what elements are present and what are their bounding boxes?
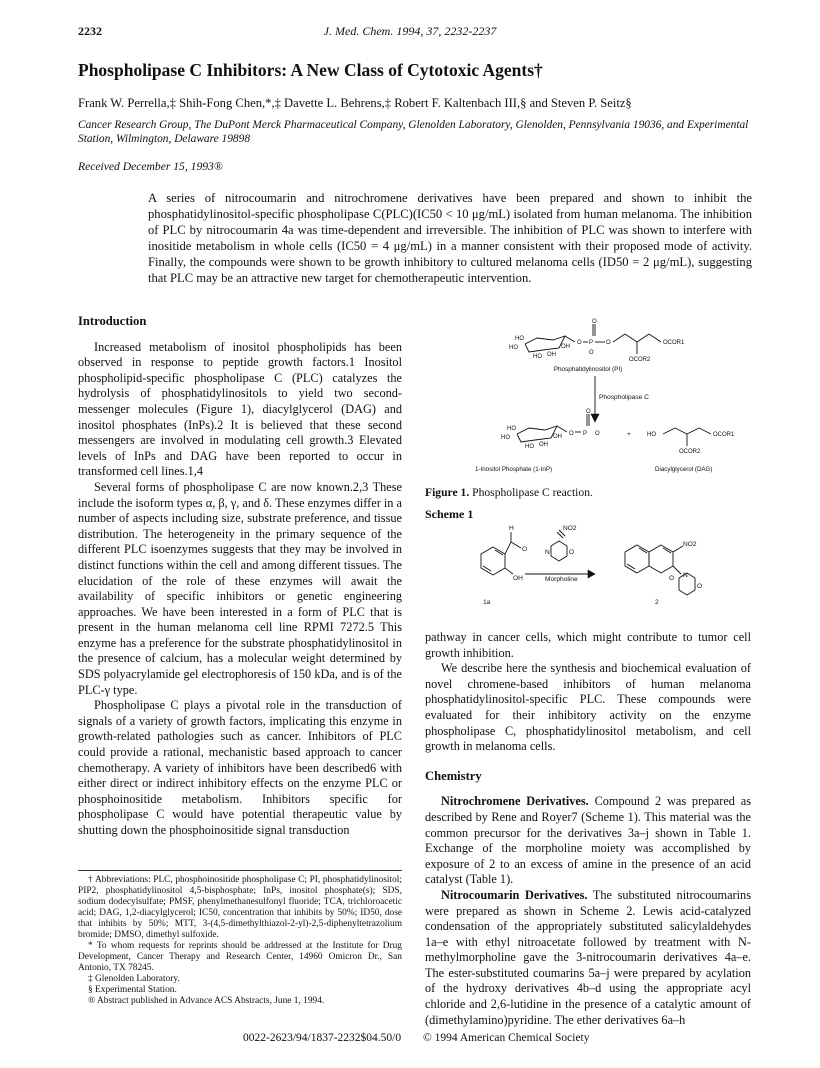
pi-ho-bottom: HO bbox=[533, 354, 542, 360]
inp-inositol-ring bbox=[517, 426, 557, 442]
scheme-1a-h: H bbox=[509, 525, 514, 532]
intro-paragraph-1: Increased metabolism of inositol phospholipids has been observed in response to peptide growth factors.1 Inositol phospholipid-specific phospholipase C (PLC) catalyzes the hydrolysis of phosphatidylinositols to yield two second-messenger molecules (Figure 1), diacylglycerol (DAG) and inositol phosphates (InPs).2 It is believed that these second messengers are involved in modulating cell growth.3 Elevated levels of InPs and DAG have been reported to occur in transformed cell lines.1,4 bbox=[78, 339, 402, 479]
author-list: Frank W. Perrella,‡ Shih-Fong Chen,*,‡ Davette L. Behrens,‡ Robert F. Kaltenbach III,§ and Steven P. Seitz§ bbox=[78, 96, 632, 110]
inp-ho-bottom: HO bbox=[525, 444, 534, 450]
label-phosphatidylinositol: Phosphatidylinositol (PI) bbox=[553, 366, 623, 373]
product-2-pyran-ring bbox=[649, 545, 673, 573]
inp-o-link: O bbox=[569, 431, 574, 437]
pi-o-ester: O bbox=[606, 340, 611, 346]
label-phospholipase-c: Phospholipase C bbox=[599, 394, 649, 401]
pi-ho-left: HO bbox=[509, 345, 518, 351]
nitrocoumarin-paragraph bbox=[425, 888, 751, 1028]
label-inositol-phosphate: 1-Inositol Phosphate (1-InP) bbox=[475, 466, 553, 473]
issn-code: 0022-2623/94/1837-2232$04.50/0 bbox=[243, 1032, 402, 1044]
inp-oh-right: OH bbox=[553, 434, 562, 440]
figure-1-caption-text: Phospholipase C reaction. bbox=[472, 486, 593, 499]
right-column bbox=[425, 630, 751, 1028]
reaction-plus-sign: + bbox=[627, 431, 631, 438]
right-continuation-paragraph: pathway in cancer cells, which might contribute to tumor cell growth inhibition. bbox=[425, 630, 751, 660]
scheme-1a-oh: OH bbox=[513, 575, 523, 582]
footnote-experimental: § Experimental Station. bbox=[88, 985, 177, 995]
page-number: 2232 bbox=[78, 24, 102, 38]
pi-oh-bottom: OH bbox=[547, 352, 556, 358]
scheme-product-n: N bbox=[683, 572, 688, 579]
scheme-reagent-o: O bbox=[569, 549, 575, 556]
footnote-reprints: * To whom requests for reprints should be addressed at the Institute for Drug Development, Cancer Therapy and Research Center, 14960 Omicron Dr., San Antonio, TX 78245. bbox=[78, 941, 402, 973]
pi-oh-right: OH bbox=[561, 344, 570, 350]
plc-arrow-head bbox=[591, 414, 599, 422]
left-column bbox=[78, 314, 402, 839]
scheme-product-o-ring: O bbox=[669, 575, 675, 582]
dag-ho: HO bbox=[647, 432, 656, 438]
inp-o-double: O bbox=[586, 409, 591, 415]
compound-label-2: 2 bbox=[655, 599, 659, 606]
footnote-abstract-published: ® Abstract published in Advance ACS Abstracts, June 1, 1994. bbox=[88, 996, 325, 1006]
compound-label-1a: 1a bbox=[483, 599, 491, 606]
scheme-1-title: Scheme 1 bbox=[425, 507, 474, 521]
scheme-product-o-morph: O bbox=[697, 583, 703, 590]
inp-oh-bottom: OH bbox=[539, 442, 548, 448]
nitrocoumarin-heading: Nitrocoumarin Derivatives. bbox=[441, 887, 588, 902]
introduction-heading: Introduction bbox=[78, 314, 147, 328]
figure-1-caption-label: Figure 1. bbox=[425, 486, 470, 499]
received-date: Received December 15, 1993® bbox=[78, 160, 223, 173]
footnote-glenolden: ‡ Glenolden Laboratory. bbox=[88, 974, 180, 984]
nitrocoumarin-text: The substituted nitrocoumarins were prepared as shown in Scheme 2. Lewis acid-catalyzed condensation of the appropriately substituted salicylaldehydes 1a–e with ethyl nitroacetate followed by treatment with N-methylmorpholine gave the 3-nitrocoumarin derivatives 4a–e. The ester-substituted coumarins 5a–j were prepared by acylation of the hydroxy derivatives 4b–d using the appropriate acyl chloride and 2,6-lutidine in the presence of a catalytic amount of (dimethylamino)pyridine. The ether derivatives 6a–h bbox=[425, 887, 751, 1027]
intro-paragraph-2: Several forms of phospholipase C are now known.2,3 These include the isoform types α, β, γ, and δ. These enzymes differ in a number of aspects including size, substrate preference, and tissue distribution. The heterogeneity in the primary sequence of the different PLC isoenzymes suggests that they may be involved in distinct functions within the cell and among different tissues. The elucidation of the role of these enzymes will await the availability of specific inhibitors or genetic engineering approaches. We have been interested in a form of PLC that is present in the human melanoma cell line RPMI 7272.5 This enzyme has a preference for the substrate phosphatidylinositol in the presence of calcium, has a molecular weight determined by SDS polyacrylamide gel electrophoresis of 150 kDa, and is of the PLC-γ type. bbox=[78, 479, 402, 697]
pi-ho-top: HO bbox=[515, 336, 524, 342]
scheme-reagent-label: Morpholine bbox=[545, 576, 578, 583]
figure-1-caption bbox=[425, 486, 593, 499]
intro-paragraph-3: Phospholipase C plays a pivotal role in the transduction of signals of a variety of growth factors, implicating this enzyme in growth-related pathologies such as cancer. Inhibitors of PLC could provide a rational, mechanistic based approach to cancer chemotherapy. A variety of inhibitors have been described6 with either direct or indirect inhibitory effects on the enzyme PLC or phosphoinositide metabolism. Inhibitors specific for phospholipase C would have potential therapeutic value by shutting down the phosphoinositide signal transduction bbox=[78, 698, 402, 837]
article-title: Phospholipase C Inhibitors: A New Class of Cytotoxic Agents† bbox=[78, 60, 543, 80]
pi-ocor2: OCOR2 bbox=[629, 357, 651, 363]
footnote-abbreviations: † Abbreviations: PLC, phosphoinositide phospholipase C; PI, phosphatidylinositol; PIP2, phosphatidylinositol 4,5-bisphosphate; InPs, inositol phosphate(s); SDS, sodium dodecylsulfate; PMSF, phenylmethanesulfonyl fluoride; TCA, trichloroacetic acid; DAG, 1,2-diacylglycerol; IC50, concentration that inhibits by 50%; ID50, dose that inhibits by 50%; MTT, 3-(4,5-dimethylthiazol-2-yl)-2,5-diphenyltetrazolium bromide; DMSO, dimethyl sulfoxide. bbox=[78, 875, 402, 940]
nitrochromene-heading: Nitrochromene Derivatives. bbox=[441, 794, 589, 809]
journal-citation: J. Med. Chem. 1994, 37, 2232-2237 bbox=[323, 24, 497, 38]
footnotes bbox=[78, 870, 402, 1007]
scheme-1a-o: O bbox=[522, 546, 528, 553]
running-header bbox=[78, 24, 742, 40]
pi-p-atom: P bbox=[589, 340, 594, 346]
copyright-notice: © 1994 American Chemical Society bbox=[423, 1032, 590, 1044]
inp-o-minus: O bbox=[595, 431, 600, 437]
label-diacylglycerol: Diacylglycerol (DAG) bbox=[655, 466, 713, 473]
dag-ocor1: OCOR1 bbox=[713, 432, 735, 438]
affiliation: Cancer Research Group, The DuPont Merck Pharmaceutical Company, Glenolden Laboratory, Glenolden, Pennsylvania 19036, and Experimental Station, Wilmington, Delaware 19898 bbox=[78, 119, 749, 145]
right-paragraph-describe: We describe here the synthesis and biochemical evaluation of novel chromene-based inhibitors of human melanoma phosphatidylinositol-specific PLC. These compounds were evaluated for their inhibitory activity on the enzyme phospholipase C, phosphatidylinositol metabolism, and cell growth in melanoma cells. bbox=[425, 661, 751, 754]
pi-o-double: O bbox=[592, 319, 597, 325]
product-2-benzene-ring bbox=[625, 545, 649, 573]
dag-chain bbox=[663, 428, 675, 434]
inp-p-atom: P bbox=[583, 431, 588, 437]
pi-o-link: O bbox=[577, 340, 582, 346]
reagent-morpholine-ring bbox=[551, 541, 567, 561]
scheme-arrow-head bbox=[588, 570, 595, 578]
scheme-reagent-no2: NO2 bbox=[563, 525, 577, 532]
nitrochromene-text: Compound 2 was prepared as described by Rene and Royer7 (Scheme 1). This material was the common precursor for the derivatives 3a–j shown in Table 1. Exchange of the morpholine moiety was accomplished by exposure of 2 to an excess of amine in the presence of an acid catalyst (Table 1). bbox=[425, 794, 751, 887]
figure-1-and-scheme-1 bbox=[425, 318, 751, 628]
pi-ocor1: OCOR1 bbox=[663, 340, 685, 346]
pi-inositol-ring bbox=[525, 336, 565, 352]
inp-ho-top: HO bbox=[507, 426, 516, 432]
inp-ho-left: HO bbox=[501, 435, 510, 441]
pi-o-minus: O bbox=[589, 350, 594, 356]
dag-ocor2: OCOR2 bbox=[679, 449, 701, 455]
scheme-reagent-n: N bbox=[545, 549, 550, 556]
reactant-1a-benzene-ring bbox=[481, 547, 505, 575]
nitrochromene-paragraph bbox=[425, 794, 751, 888]
scheme-product-no2: NO2 bbox=[683, 541, 697, 548]
chemistry-heading: Chemistry bbox=[425, 768, 482, 783]
abstract: A series of nitrocoumarin and nitrochromene derivatives have been prepared and shown to inhibit the phosphatidylinositol-specific phospholipase C(PLC)(IC50 < 10 μg/mL) isolated from human melanoma. The inhibition of PLC by nitrocoumarin 4a was time-dependent and irreversible. The inhibition of PLC was shown to interfere with inositide metabolism in whole cells (IC50 = 4 μg/mL) in a manner consistent with their proposed mode of activity. Finally, the compounds were shown to be growth inhibitory to cultured melanoma cells (ID50 = 2 μg/mL), suggesting that PLC may be an attractive new target for chemotherapeutic intervention. bbox=[148, 191, 752, 285]
